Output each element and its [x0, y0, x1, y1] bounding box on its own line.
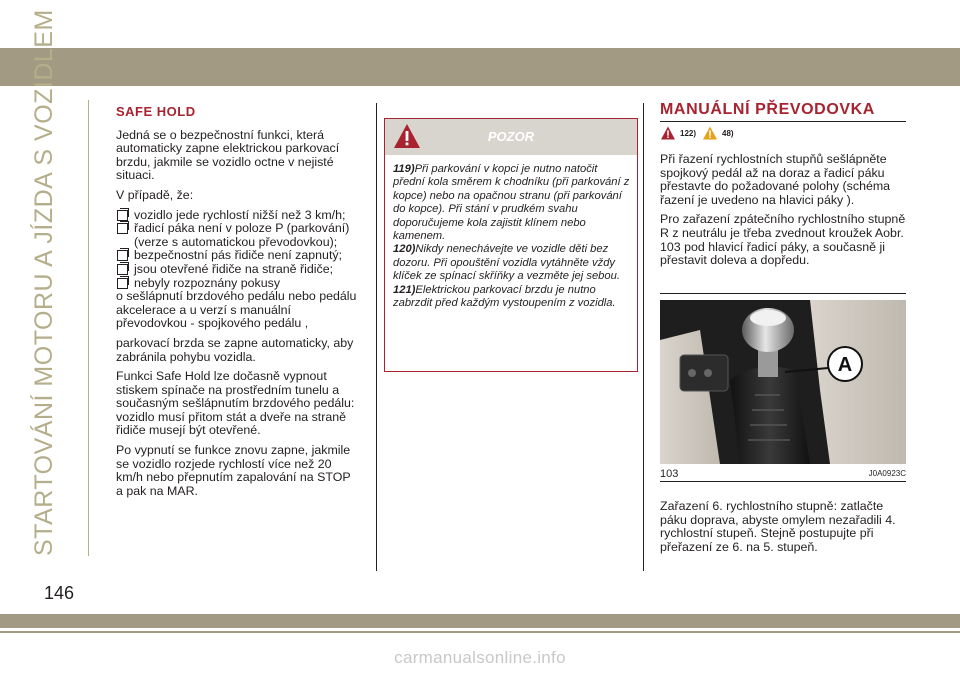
warning-box — [384, 118, 638, 372]
side-rule — [88, 100, 89, 556]
chapter-side-title: STARTOVÁNÍ MOTORU A JÍZDA S VOZIDLEM — [30, 9, 58, 556]
figure-code: J0A0923C — [868, 469, 906, 478]
safe-hold-p1: parkovací brzda se zapne automaticky, aby zabránila pohybu vozidla. — [116, 335, 354, 364]
manual-text-top — [660, 153, 906, 274]
warning-item: 119)Při parkování v kopci je nutno natočit přední kola směrem k chodníku (při parkování z kopce) nebo na opačnou stranu (při parkování do kopce). Při stání v prudkém svahu doporučujeme kola zajistit klínem nebo kamenem. — [393, 163, 630, 243]
safe-hold-p2: Funkci Safe Hold lze dočasně vypnout stiskem spínače na prostředním tunelu a současným sešlápnutím brzdového pedálu: vozidlo musí přitom stát a dveře na straně řidiče musejí být otevřené. — [116, 369, 355, 438]
reference-icons — [660, 126, 740, 140]
safe-hold-p3: Po vypnutí se funkce znovu zapne, jakmile se vozidlo rozjede rychlostí více než 20 km/h nebo přepnutím zapalování na STOP a pak na MAR. — [116, 443, 351, 498]
figure-top-rule — [660, 293, 906, 294]
column-divider — [376, 103, 377, 571]
safe-hold-heading: SAFE HOLD — [116, 104, 196, 119]
checkbox-icon — [117, 264, 128, 275]
manual-p2: Pro zařazení zpátečního rychlostního stupně R z neutrálu je třeba zvednout kroužek Aobr. 103 pod hlavicí řadicí páky, a současně ji přestavit doleva a dopředu. — [660, 212, 906, 268]
manual-text-bottom — [660, 500, 906, 560]
warning-title: POZOR — [487, 129, 535, 144]
checkbox-icon — [117, 250, 128, 261]
caution-triangle-icon — [702, 126, 718, 140]
caution-ref: 48) — [722, 128, 734, 138]
footer-band — [0, 614, 960, 628]
warning-item: 120)Nikdy nenechávejte ve vozidle děti bez dozoru. Při opouštění vozidla vytáhněte vždy klíček ze spínací skříňky a vezměte jej sebou. — [393, 243, 620, 283]
watermark-text: carmanualsonline.info — [394, 648, 566, 667]
checkbox-icon — [117, 210, 128, 221]
warning-box-header — [385, 119, 637, 155]
checkbox-item: vozidlo jede rychlostí nižší než 3 km/h; — [116, 209, 358, 223]
checkbox-item: bezpečnostní pás řidiče není zapnutý; — [116, 249, 358, 263]
safe-hold-intro: Jedná se o bezpečnostní funkci, která automaticky zapne elektrickou parkovací brzdu, jakmile se vozidlo octne v nejisté situaci. — [116, 127, 340, 183]
checkbox-item: jsou otevřené řidiče na straně řidiče; — [116, 263, 358, 277]
page-number: 146 — [44, 583, 75, 603]
manual-p1: Při řazení rychlostních stupňů sešlápněte spojkový pedál až na doraz a řadicí páku přestavte do požadované polohy (schéma řazení je uvedeno na hlavici páky ). — [660, 152, 891, 207]
figure-caption — [660, 468, 906, 480]
manual-p3: Zařazení 6. rychlostního stupně: zatlačte páku doprava, abyste omylem nezařadili 4. rychlostní stupeň. Stejně postupujte při přeřazení ze 6. na 5. stupeň. — [660, 499, 896, 554]
gear-lever-illustration — [660, 300, 906, 464]
checkbox-icon — [117, 278, 128, 289]
figure-callout-label: A — [837, 354, 853, 376]
header-band — [0, 48, 960, 86]
warning-item: 121)Elektrickou parkovací brzdu je nutno zabrzdit před každým vystoupením z vozidla. — [393, 283, 616, 310]
checkbox-icon — [117, 223, 128, 234]
manual-transmission-heading: MANUÁLNÍ PŘEVODOVKA — [660, 101, 875, 118]
safe-hold-lead: V případě, že: — [116, 187, 194, 202]
safe-hold-continuation: o sešlápnutí brzdového pedálu nebo pedálu akcelerace a u verzí s manuální převodovkou - spojkového pedálu , — [116, 289, 357, 331]
warning-body — [385, 155, 637, 310]
warning-triangle-icon — [660, 126, 676, 140]
checkbox-item: nebyly rozpoznány pokusy — [116, 277, 358, 291]
warning-ref: 122) — [680, 128, 697, 138]
checkbox-item: řadicí páka není v poloze P (parkování) (verze s automatickou převodovkou); — [116, 222, 358, 249]
safe-hold-column — [116, 105, 358, 504]
gear-lever-photo — [660, 300, 906, 464]
footer-line — [0, 631, 960, 633]
column-divider — [643, 103, 644, 571]
figure-number: 103 — [660, 468, 679, 480]
figure-bottom-rule — [660, 481, 906, 482]
heading-rule — [660, 121, 906, 122]
